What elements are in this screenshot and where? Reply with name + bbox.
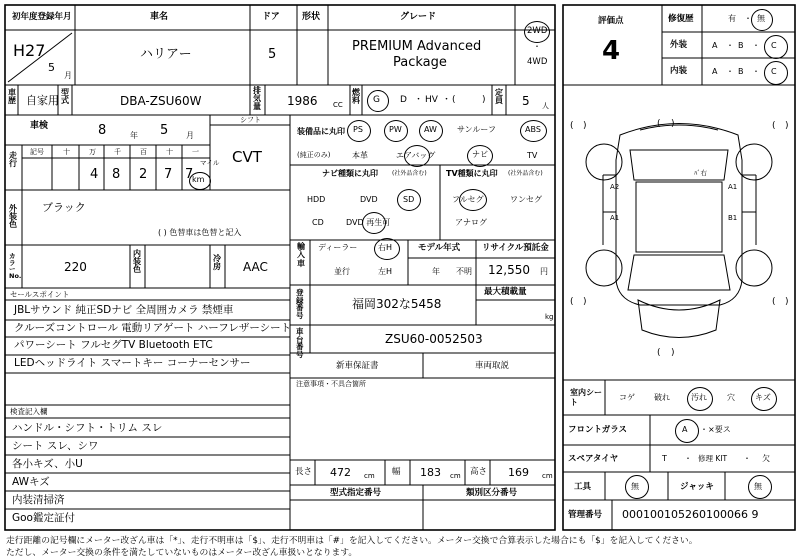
diagram-a2: A2: [610, 183, 620, 191]
diagram-a1-right: A1: [728, 183, 738, 191]
yen-unit: 円: [540, 267, 548, 276]
type-designation-label: 型式指定番号: [330, 488, 382, 498]
svg-text:): ): [671, 119, 675, 129]
interior-color-label: 内装色: [133, 249, 141, 274]
inspection-month-unit: 月: [186, 131, 194, 140]
sales-point-4: LEDヘッドライト スマートキー コーナーセンサー: [14, 357, 251, 369]
equip-abs: ABS: [525, 125, 541, 134]
diagram-hr: ﾊﾞ右: [694, 169, 707, 177]
notes-label: 注意事項・不具合箇所: [296, 380, 366, 388]
ext-color-value: ブラック: [42, 201, 86, 214]
shift-label: シフト: [240, 116, 261, 124]
seat-burn: コゲ: [619, 393, 635, 402]
nav-hdd: HDD: [307, 195, 326, 204]
ext-color-label: 外装色: [9, 204, 17, 229]
spare-dot2: ・: [743, 454, 751, 463]
capacity-label: 定員: [495, 88, 503, 105]
repair-label: 修復歴: [668, 14, 694, 24]
mileage-unit-2: 万: [89, 148, 96, 156]
seat-tear: 破れ: [654, 393, 670, 402]
mgmt-no-value: 000100105260100066 9: [622, 508, 759, 521]
length-value: 472: [330, 466, 351, 479]
exterior-label: 外装: [670, 40, 688, 50]
persons-unit: 人: [542, 102, 549, 110]
mileage-unit-6: 一: [192, 148, 199, 156]
width-label: 幅: [392, 467, 401, 477]
first-reg-month: 5: [48, 61, 55, 74]
nav-dvd: DVD: [360, 195, 378, 204]
drive-2wd: 2WD: [527, 26, 548, 36]
inspector-label: 検査記入欄: [10, 407, 48, 416]
equip-sub: (純正のみ): [297, 151, 331, 159]
equip-ps: PS: [353, 125, 363, 134]
svg-text:): ): [785, 297, 789, 307]
ext-b: B: [738, 41, 744, 50]
chassis-value: ZSU60-0052503: [385, 332, 483, 346]
svg-text:): ): [583, 121, 587, 131]
tv-analog: アナログ: [455, 218, 487, 227]
windshield-replace: ×要ス: [708, 425, 731, 434]
use-value: 自家用: [26, 94, 59, 107]
svg-text:(: (: [772, 121, 776, 131]
mileage-digit-2: 8: [112, 167, 121, 182]
kg-unit: kg: [545, 313, 554, 321]
inspector-note-2: シート スレ、シワ: [12, 440, 99, 452]
svg-text:(: (: [657, 348, 661, 358]
mileage-km: km: [192, 175, 205, 184]
mileage-unit-0: 記号: [30, 148, 44, 156]
mileage-unit-5: 十: [166, 148, 173, 156]
recycle-value: 12,550: [488, 263, 530, 277]
tv-pure: (社外品含む): [508, 170, 543, 177]
color-code-label: カラーNo.: [9, 252, 22, 280]
ext-dot2: ・: [752, 41, 760, 50]
manual-label: 車両取説: [475, 361, 510, 371]
height-value: 169: [508, 466, 529, 479]
equip-aw: AW: [424, 125, 437, 134]
car-diagram: [586, 124, 772, 338]
score-label: 評価点: [598, 16, 624, 26]
spare-kit: 修理 KIT: [698, 454, 728, 463]
ac-value: AAC: [243, 260, 268, 274]
drive-4wd: 4WD: [527, 57, 548, 67]
sales-point-1: JBLサウンド 純正SDナビ 全周囲カメラ 禁煙車: [14, 304, 234, 316]
mileage-unit-4: 百: [140, 148, 147, 156]
capacity-value: 5: [522, 94, 530, 108]
model-year-label: モデル年式: [418, 243, 461, 253]
repair-yes: 有: [728, 14, 736, 23]
tv-fullseg: フルセグ: [452, 195, 484, 204]
svg-text:): ): [671, 348, 675, 358]
fuel-g: G: [373, 95, 380, 105]
nav-title: ナビ種類に丸印: [322, 169, 378, 178]
ext-a: A: [712, 41, 718, 50]
jack-none: 無: [754, 482, 762, 491]
grade-line2: Package: [393, 55, 447, 70]
windshield-a: A: [682, 425, 688, 434]
seat-hole: 穴: [727, 393, 735, 402]
width-value: 183: [420, 466, 441, 479]
doors-label: ドア: [262, 12, 280, 22]
windshield-label: フロントガラス: [568, 425, 627, 435]
model-value: DBA-ZSU60W: [120, 94, 202, 108]
equip-airbag: エアバッグ: [396, 151, 436, 160]
height-label: 高さ: [470, 467, 488, 477]
inspection-label: 車検: [30, 121, 49, 131]
drive-dot: ・: [533, 42, 541, 51]
ac-label: 冷房: [213, 254, 221, 271]
color-code-value: 220: [64, 260, 87, 274]
tools-label: 工具: [574, 482, 592, 492]
equip-sunroof: サンルーフ: [457, 125, 496, 134]
diagram-b1-right: B1: [728, 214, 738, 222]
sales-point-2: クルーズコントロール 電動リアゲート ハーフレザーシート: [14, 322, 292, 334]
mileage-unit-1: 十: [63, 148, 70, 156]
warranty-label: 新車保証書: [336, 361, 379, 371]
displacement-value: 1986: [287, 94, 318, 108]
length-label: 長さ: [295, 467, 313, 477]
svg-text:): ): [583, 297, 587, 307]
fuel-paren-open: (: [452, 95, 456, 105]
displacement-label: 排気量: [253, 86, 261, 111]
length-unit: cm: [364, 472, 375, 480]
mgmt-no-label: 管理番号: [568, 510, 603, 520]
shift-value: CVT: [232, 148, 262, 166]
recycle-label: リサイクル預託金: [482, 243, 549, 253]
tools-none: 無: [631, 482, 639, 491]
svg-text:(: (: [657, 119, 661, 129]
category-label: 類別区分番号: [466, 488, 518, 498]
equip-tv: TV: [527, 151, 538, 160]
spare-t: T: [662, 454, 667, 463]
reg-no-value: 福岡302な5458: [352, 297, 442, 311]
windshield-dot: ・: [700, 425, 708, 434]
nav-cd: CD: [312, 218, 324, 227]
int-dot1: ・: [726, 67, 734, 76]
fuel-paren-close: ): [482, 95, 486, 105]
height-unit: cm: [542, 472, 553, 480]
color-note: ( ) 色替車は色替と記入: [158, 228, 242, 237]
repair-dot: ・: [744, 14, 752, 23]
int-a: A: [712, 67, 718, 76]
steering-right: 右H: [378, 243, 393, 252]
ext-c: C: [771, 41, 777, 50]
import-label: 輸入車: [297, 242, 305, 268]
spare-dot1: ・: [684, 454, 692, 463]
equip-pw: PW: [389, 125, 402, 134]
fuel-dot2: ・: [442, 95, 452, 105]
width-unit: cm: [450, 472, 461, 480]
interior-label: 内装: [670, 66, 688, 76]
use-label: 車歴: [8, 88, 16, 105]
fuel-hv: HV: [425, 95, 438, 105]
int-b: B: [738, 67, 744, 76]
nav-dvd-play: DVD 再生可: [346, 218, 391, 227]
score-value: 4: [602, 36, 621, 66]
inspector-note-4: AWキズ: [12, 476, 50, 488]
model-year-unit: 年: [432, 267, 440, 276]
model-type-label: 型式: [61, 88, 69, 105]
int-c: C: [771, 67, 777, 76]
spare-label: スペアタイヤ: [568, 454, 619, 464]
mile-unit: マイル: [200, 159, 220, 167]
month-unit: 月: [64, 71, 72, 80]
inspector-note-3: 各小キズ、小U: [12, 458, 83, 470]
interior-seat-label: 室内シート: [570, 388, 602, 407]
year-unit: 年: [130, 131, 138, 140]
mileage-digit-5: 7: [185, 167, 194, 182]
inspector-note-1: ハンドル・シフト・トリム スレ: [12, 422, 163, 434]
inspection-year: 8: [98, 123, 107, 138]
steering-left: 左H: [378, 267, 393, 276]
jack-label: ジャッキ: [680, 482, 714, 492]
seat-scratch: キズ: [755, 393, 771, 402]
first-reg-label: 初年度登録年月: [12, 12, 72, 22]
shape-label: 形状: [302, 12, 321, 22]
mileage-digit-4: 7: [164, 167, 173, 182]
spare-none: 欠: [762, 454, 770, 463]
chassis-label: 車台番号: [296, 327, 304, 359]
tv-oneseg: ワンセグ: [510, 195, 542, 204]
cc-unit: CC: [333, 101, 343, 109]
nav-sd: SD: [403, 195, 415, 204]
fuel-dot1: ・: [414, 95, 424, 105]
tv-title: TV種類に丸印: [446, 169, 498, 178]
inspector-note-6: Goo鑑定証付: [12, 512, 75, 524]
import-dealer: ディーラー: [318, 243, 358, 252]
sales-point-3: パワーシート フルセグTV Bluetooth ETC: [14, 339, 213, 351]
import-parallel: 並行: [334, 267, 350, 276]
first-reg-era: H27: [13, 41, 46, 60]
nav-pure: (社外品含む): [392, 170, 427, 177]
svg-text:(: (: [570, 121, 574, 131]
equip-leather: 本革: [352, 151, 368, 160]
equip-title-1: 装備品に丸印: [297, 127, 345, 136]
seat-dirt: 汚れ: [691, 393, 707, 402]
diagram-a1-left: A1: [610, 214, 620, 222]
car-name-label: 車名: [150, 12, 169, 22]
sales-point-label: セールスポイント: [10, 290, 70, 299]
footer-note-2: ただし、メーター交換の条件を満たしていないものはメーター改ざん車扱いとなります。: [6, 548, 358, 558]
mileage-digit-1: 4: [90, 167, 99, 182]
model-year-value: 不明: [456, 267, 472, 276]
max-load-label: 最大積載量: [484, 287, 527, 297]
reg-no-label: 登録番号: [296, 288, 304, 320]
mileage-digit-3: 2: [139, 167, 148, 182]
car-name-value: ハリアー: [140, 47, 192, 62]
grade-label: グレード: [400, 12, 437, 22]
ext-dot1: ・: [726, 41, 734, 50]
mileage-label: 走行: [9, 151, 17, 168]
fuel-d: D: [400, 95, 407, 105]
grade-line1: PREMIUM Advanced: [352, 39, 482, 54]
inspector-note-5: 内装清掃済: [12, 494, 65, 506]
svg-text:(: (: [772, 297, 776, 307]
fuel-label: 燃料: [352, 88, 360, 105]
inspection-month: 5: [160, 123, 169, 138]
int-dot2: ・: [752, 67, 760, 76]
doors-value: 5: [268, 47, 277, 62]
svg-text:(: (: [570, 297, 574, 307]
svg-text:): ): [785, 121, 789, 131]
repair-no: 無: [757, 14, 765, 23]
footer-note-1: 走行距離の記号欄にメーター改ざん車は「*」、走行不明車は「$」、走行不明車は「#」を記入してください。メーター交換で合算表示した場合にも「$」を記入してください。: [6, 536, 698, 546]
mileage-unit-3: 千: [114, 148, 121, 156]
equip-navi: ナビ: [472, 150, 488, 159]
